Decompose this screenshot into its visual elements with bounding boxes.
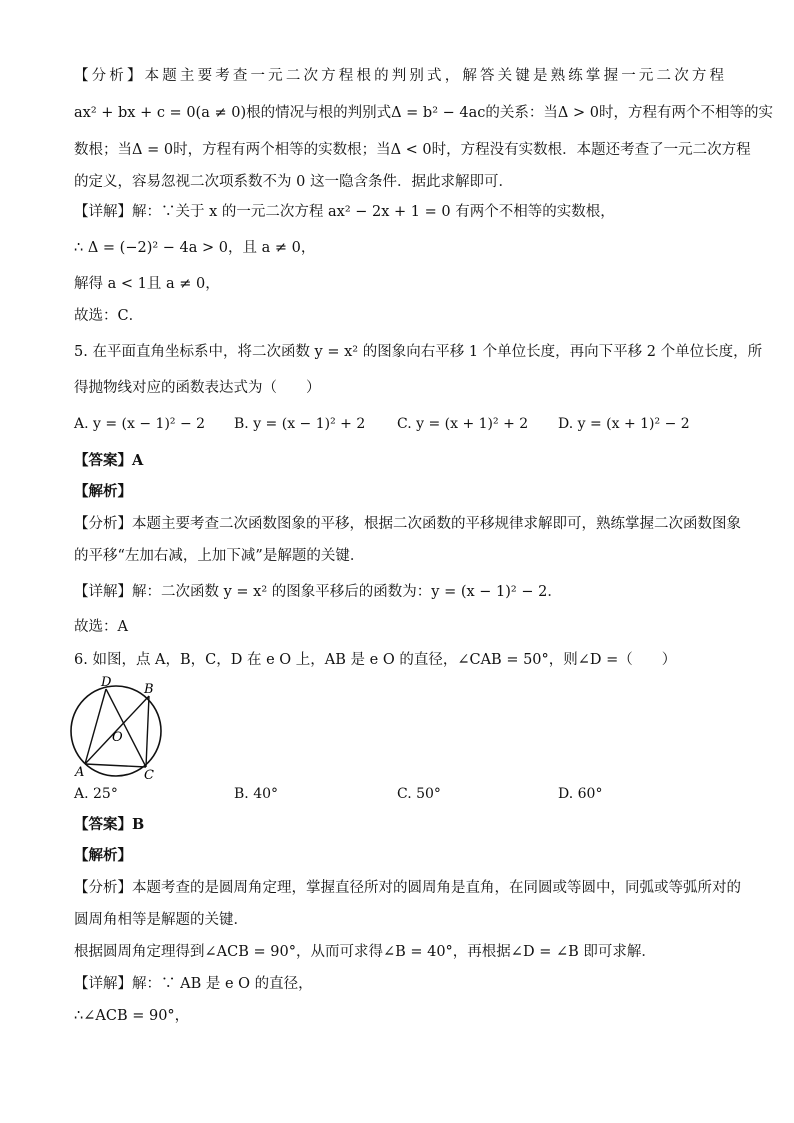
q6-analysis-line-1: 【分析】本题考查的是圆周角定理，掌握直径所对的圆周角是直角，在同圆或等圆中，同弧或等弧所对的	[74, 880, 741, 896]
question-6-line: 6. 如图，点 A，B，C，D 在 e O 上，AB 是 e O 的直径，∠CAB = 50°，则∠D =（ ）	[74, 652, 677, 668]
q5-option-b: B. y = (x − 1)² + 2	[234, 416, 366, 432]
q5-analysis-line-1: 【分析】本题主要考查二次函数图象的平移，根据二次函数的平移规律求解即可，熟练掌握二次函数图象	[74, 516, 741, 532]
q6-detail-line-1: 【详解】解：∵ AB 是 e O 的直径，	[74, 976, 313, 992]
label-b: B	[144, 682, 154, 697]
segment-bc	[146, 696, 149, 767]
q5-option-d: D. y = (x + 1)² − 2	[558, 416, 690, 432]
circle-geometry-figure	[66, 674, 166, 784]
segment-ac	[85, 764, 146, 767]
label-c: C	[144, 768, 154, 783]
answer-choice-line: 故选：C．	[74, 308, 144, 324]
q6-answer-label: 【答案】B	[74, 816, 145, 833]
q5-analysis-label: 【解析】	[74, 483, 132, 500]
q6-analysis-label: 【解析】	[74, 847, 132, 864]
label-d: D	[101, 675, 112, 690]
question-5-line-1: 5. 在平面直角坐标系中，将二次函数 y = x² 的图象向右平移 1 个单位长度，再向下平移 2 个单位长度，所	[74, 344, 763, 360]
q6-analysis-line-3: 根据圆周角定理得到∠ACB = 90°，从而可求得∠B = 40°，再根据∠D = ∠B 即可求解．	[74, 944, 656, 960]
segment-dc	[106, 689, 146, 767]
q5-option-c: C. y = (x + 1)² + 2	[397, 416, 529, 432]
question-5-line-2: 得抛物线对应的函数表达式为（ ）	[74, 380, 321, 396]
label-o: O	[112, 730, 123, 745]
analysis-line-2: ax² + bx + c = 0(a ≠ 0)根的情况与根的判别式Δ = b² − 4ac的关系：当Δ > 0时，方程有两个不相等的实	[74, 105, 773, 121]
analysis-line-3: 数根；当Δ = 0时，方程有两个相等的实数根；当Δ < 0时，方程没有实数根．本题还考查了一元二次方程	[74, 142, 751, 158]
detail-line-3: 解得 a < 1且 a ≠ 0，	[74, 276, 220, 292]
q5-detail-line: 【详解】解：二次函数 y = x² 的图象平移后的函数为：y = (x − 1)² − 2．	[74, 584, 562, 600]
q6-option-a: A. 25°	[74, 786, 118, 802]
q6-option-c: C. 50°	[397, 786, 441, 802]
q5-choice-line: 故选：A	[74, 619, 128, 635]
detail-line-2: ∴ Δ = (−2)² − 4a > 0，且 a ≠ 0，	[74, 240, 316, 256]
q6-detail-line-2: ∴∠ACB = 90°，	[74, 1008, 190, 1024]
label-a: A	[75, 765, 85, 780]
analysis-line-4: 的定义，容易忽视二次项系数不为 0 这一隐含条件．据此求解即可．	[74, 174, 513, 190]
q5-option-a: A. y = (x − 1)² − 2	[74, 416, 206, 432]
analysis-line-1: 【分析】本题主要考查一元二次方程根的判别式，解答关键是熟练掌握一元二次方程	[74, 68, 724, 84]
q6-analysis-line-2: 圆周角相等是解题的关键．	[74, 912, 248, 928]
q5-answer-label: 【答案】A	[74, 452, 144, 469]
q6-option-b: B. 40°	[234, 786, 279, 802]
detail-line-1: 【详解】解：∵关于 x 的一元二次方程 ax² − 2x + 1 = 0 有两个不相等的实数根，	[74, 204, 615, 220]
q5-analysis-line-2: 的平移“左加右减，上加下减”是解题的关键．	[74, 548, 365, 564]
q6-option-d: D. 60°	[558, 786, 603, 802]
